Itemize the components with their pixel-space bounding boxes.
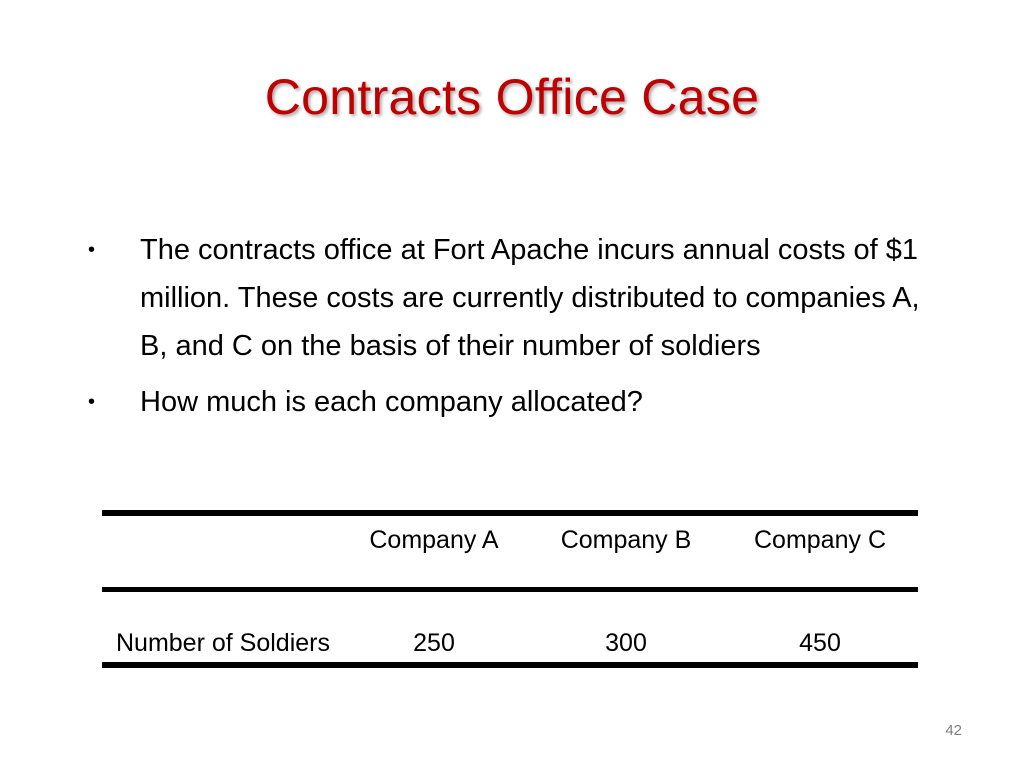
cell-company-b-soldiers: 300 xyxy=(605,629,647,657)
cell-company-c-soldiers: 450 xyxy=(799,629,841,657)
table-row xyxy=(102,589,918,665)
bullet-item xyxy=(84,226,944,370)
slide-title: Contracts Office Case xyxy=(264,69,760,125)
row-label-number-of-soldiers: Number of Soldiers xyxy=(116,629,330,657)
bullet-text: The contracts office at Fort Apache incurs annual costs of $1 million. These costs are currently distributed to companies A, B, and C on the basis of their number of soldiers xyxy=(140,234,920,362)
page-number: 42 xyxy=(945,722,962,739)
soldiers-table xyxy=(102,510,918,668)
bullet-item xyxy=(84,378,944,426)
table-header-empty xyxy=(102,513,338,589)
bullet-dot-icon: • xyxy=(88,391,96,413)
table-header-company-b: Company B xyxy=(560,526,692,554)
table-header-company-a: Company A xyxy=(369,526,499,554)
cell-company-a-soldiers: 250 xyxy=(413,629,455,657)
table-header-company-c: Company C xyxy=(754,526,886,554)
bullet-dot-icon: • xyxy=(88,239,96,261)
bullet-list xyxy=(84,226,944,434)
bullet-text: How much is each company allocated? xyxy=(140,386,643,418)
table-header-row xyxy=(102,513,918,589)
